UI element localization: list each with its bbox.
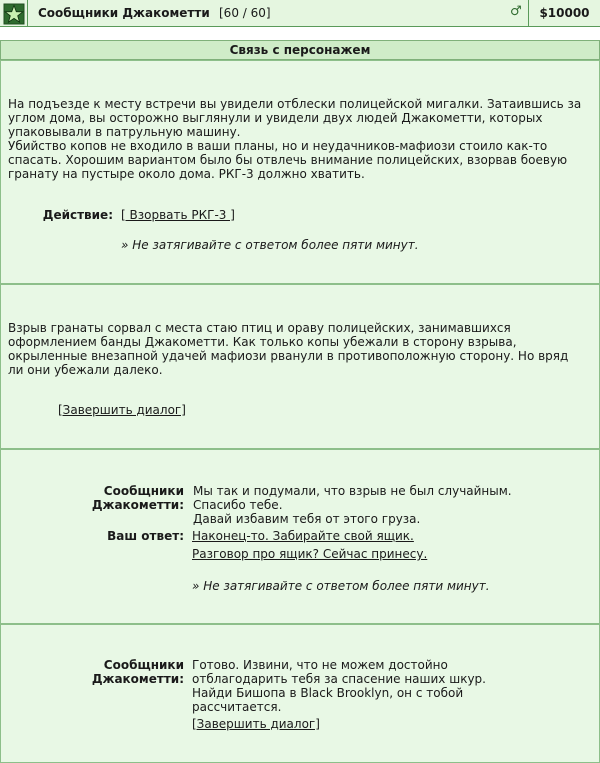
speaker-label: Сообщники Джакометти: (91, 484, 184, 512)
text-line: рассчитается. (192, 700, 282, 714)
end-dialog-link[interactable]: [Завершить диалог] (192, 717, 320, 731)
dialog-block-intro (0, 60, 600, 284)
money-amount: $10000 (528, 0, 600, 27)
end-dialog-link[interactable]: [Завершить диалог] (58, 403, 186, 417)
answer-option-bring-box[interactable]: Разговор про ящик? Сейчас принесу. (192, 547, 428, 561)
member-count: [60 / 60] (219, 6, 271, 20)
text-line: упаковывали в патрульную машину. (8, 125, 241, 139)
answer-option-take-box[interactable]: Наконец-то. Забирайте свой ящик. (192, 529, 414, 543)
speaker-speech (193, 484, 593, 526)
text-line: углом дома, вы осторожно выглянули и увидели двух людей Джакометти, которых (8, 111, 543, 125)
your-answer-label: Ваш ответ: (107, 529, 184, 543)
text-line: Готово. Извини, что не можем достойно (192, 658, 448, 672)
detonate-grenade-link[interactable]: [ Взорвать РКГ-3 ] (121, 208, 235, 222)
explosion-text (8, 321, 593, 377)
male-gender-icon: ♂ (510, 4, 522, 19)
text-line: Взрыв гранаты сорвал с места стаю птиц и ораву полицейских, занимавшихся (8, 321, 511, 335)
speaker-speech (192, 658, 592, 714)
text-line: отблагодарить тебя за спасение наших шкур. (192, 672, 486, 686)
time-limit-note: » Не затягивайте с ответом более пяти минут. (121, 238, 419, 252)
text-line: Спасибо тебе. (193, 498, 283, 512)
star-icon (0, 0, 28, 27)
speaker-label: Сообщники Джакометти: (91, 658, 184, 686)
text-line: Давай избавим тебя от этого груза. (193, 512, 421, 526)
text-line: Мы так и подумали, что взрыв не был случайным. (193, 484, 512, 498)
text-line: гранату на пустыре около дома. РКГ-3 должно хватить. (8, 167, 365, 181)
action-label: Действие: (42, 208, 113, 222)
intro-text (8, 97, 593, 181)
text-line: окрыленные внезапной удачей мафиози рванули в противоположную сторону. Но вряд (8, 349, 569, 363)
time-limit-note: » Не затягивайте с ответом более пяти минут. (192, 579, 490, 593)
dialog-block-explosion (0, 284, 600, 449)
text-line: оформлением банды Джакометти. Как только копы убежали в сторону взрыва, (8, 335, 517, 349)
dialog-block-conversation (0, 449, 600, 624)
text-line: спасать. Хорошим вариантом было бы отвлечь внимание полицейских, взорвав боевую (8, 153, 568, 167)
text-line: ли они убежали далеко. (8, 363, 163, 377)
character-status-bar (0, 0, 600, 27)
text-line: Убийство копов не входило в ваши планы, но и неудачников-мафиози стоило как-то (8, 139, 548, 153)
text-line: Найди Бишопа в Black Brooklyn, он с тобой (192, 686, 464, 700)
dialog-title: Связь с персонажем (0, 40, 600, 60)
text-line: На подъезде к месту встречи вы увидели отблески полицейской мигалки. Затаившись за (8, 97, 582, 111)
character-name: Сообщники Джакометти (38, 6, 210, 20)
dialog-block-farewell (0, 624, 600, 763)
